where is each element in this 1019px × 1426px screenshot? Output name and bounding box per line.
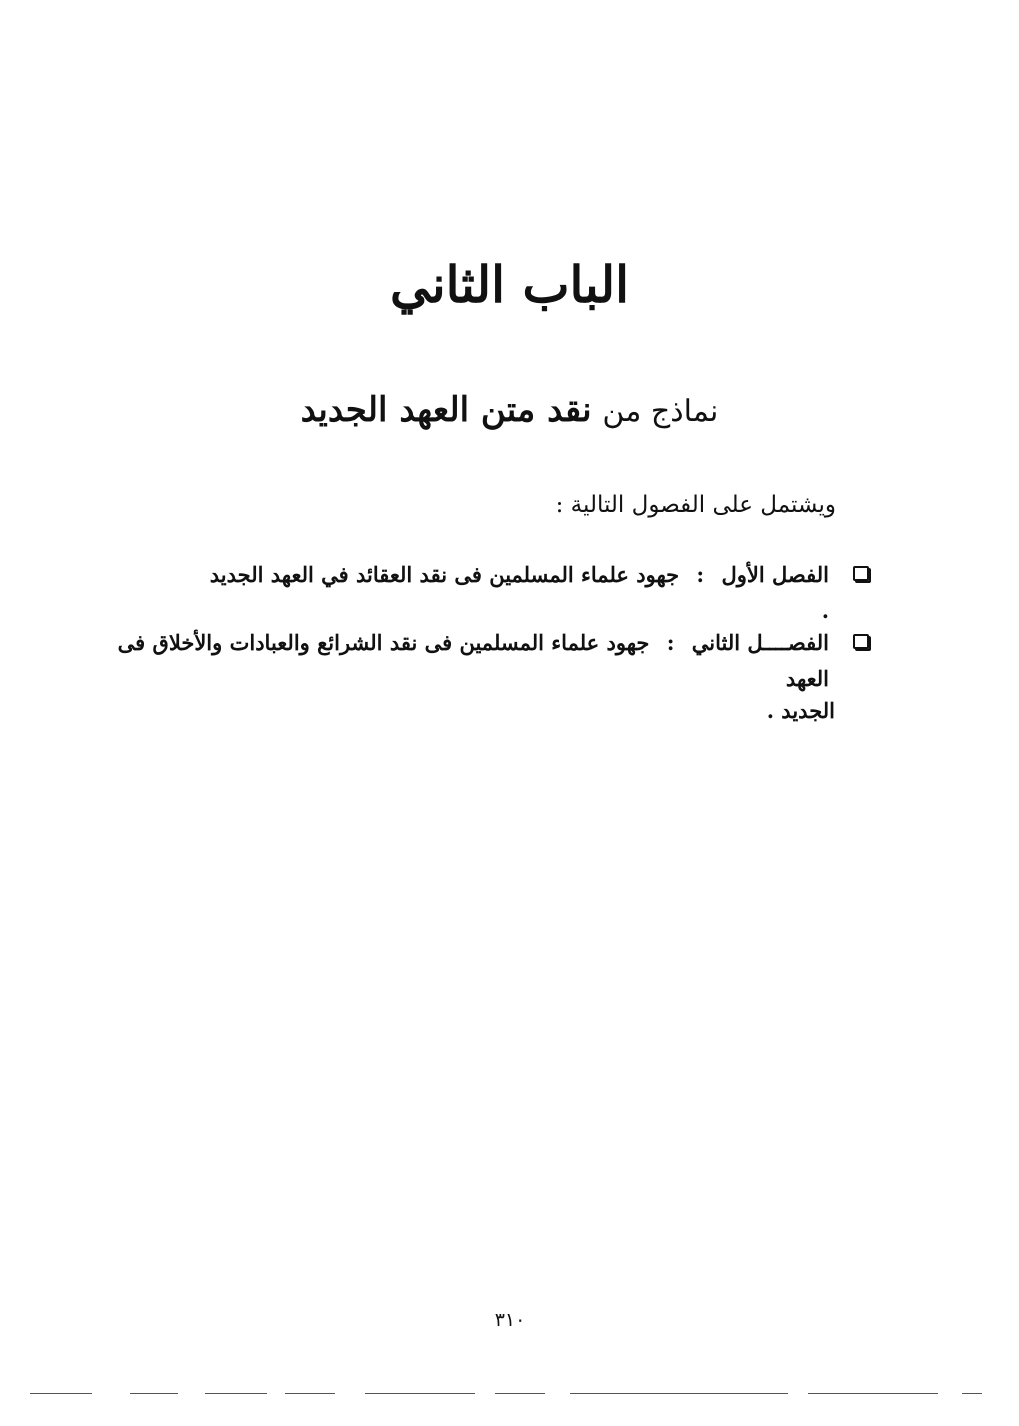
chapter-item-1 xyxy=(200,557,869,629)
chapter-text: جهود علماء المسلمين فى نقد الشرائع والعبادات والأخلاق فى العهد xyxy=(117,630,829,691)
chapter-text-continuation: الجديد . xyxy=(766,698,835,723)
chapter-label: الفصل الأول xyxy=(721,562,829,587)
scan-edge-line xyxy=(285,1393,335,1394)
chapter-label: الفصــــل الثاني xyxy=(691,630,829,655)
scan-edge-line xyxy=(30,1393,92,1394)
checkbox-bullet-icon xyxy=(853,566,869,581)
scan-edge-line xyxy=(495,1393,545,1394)
scan-edge-line xyxy=(808,1393,938,1394)
chapter-separator: : xyxy=(696,562,705,587)
scan-edge-line xyxy=(365,1393,475,1394)
chapter-body xyxy=(108,625,829,697)
chapter-item-2 xyxy=(108,625,869,697)
scan-edge-line xyxy=(205,1393,267,1394)
part-subtitle-main: نقد متن العهد الجديد xyxy=(300,390,592,430)
chapters-intro: ويشتمل على الفصول التالية : xyxy=(555,492,836,518)
scan-edge-line xyxy=(962,1393,982,1394)
scan-edge-line xyxy=(570,1393,788,1394)
chapter-text: جهود علماء المسلمين فى نقد العقائد في العهد الجديد . xyxy=(209,562,829,623)
checkbox-bullet-icon xyxy=(853,634,869,649)
scan-edge-line xyxy=(130,1393,178,1394)
chapter-separator: : xyxy=(666,630,675,655)
part-title: الباب الثاني xyxy=(390,255,629,314)
part-subtitle-lead: نماذج من xyxy=(602,394,719,429)
page-number: ٣١٠ xyxy=(494,1309,526,1331)
part-subtitle xyxy=(0,382,1019,440)
chapter-body xyxy=(200,557,829,629)
